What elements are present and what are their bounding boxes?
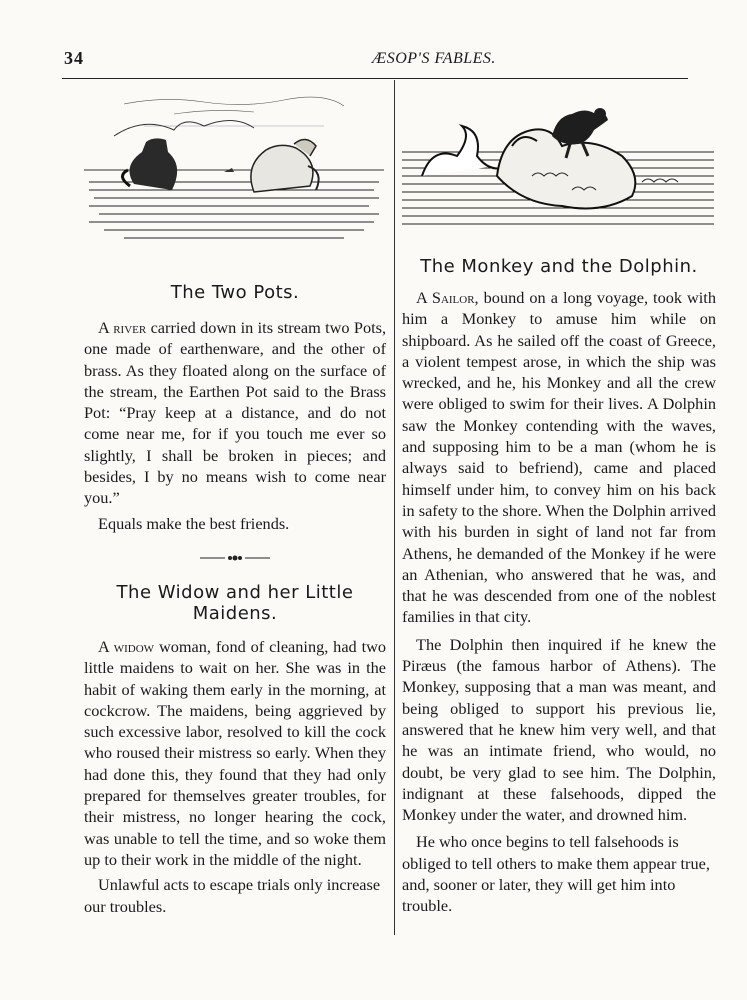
fable-moral: Unlawful acts to escape trials only increase our troubles. (84, 875, 381, 916)
running-head: ÆSOP'S FABLES. (372, 50, 496, 67)
opening-word: A widow (98, 636, 155, 656)
left-column (84, 86, 386, 917)
fable-text: bound on a long voyage, took with him a Monkey to amuse him while on shipboard. As he sailed off the coast of Greece, a violent tempest arose, in which the ship was wrecked, and he, his Monkey and all the crew were obliged to swim for their lives. A Dolphin saw the Monkey contending with the waves, and supposing him to be a man (whom he is always said to befriend), came and placed himself under him, to convey him on his back in safety to the shore. When the Dolphin arrived with his burden in sight of land not far from Athens, he demanded of the Monkey if he were an Athenian, who answered that he was, and that he was descended from one of the noblest families in that city. (402, 288, 716, 627)
section-ornament (200, 552, 270, 564)
fable-text: carried down in its stream two Pots, one made of earthenware, and the other of brass. As they floated along on the surface of the stream, the Earthen Pot said to the Brass Pot: “Pray keep at a distance, and do not come near me, for if you touch me ever so slightly, I shall be broken in pieces; and besides, I by no means wish to come near you.” (84, 318, 387, 508)
fable-body-continued: The Dolphin then inquired if he knew the Piræus (the famous harbor of Athens). The Monkey, supposing that a man was meant, and being obliged to support his previous lie, answered that he knew him very well, and that he was an intimate friend, who would, no doubt, be very glad to see him. The Dolphin, indignant at these falsehoods, dipped the Monkey under the water, and drowned him. (402, 634, 716, 825)
column-divider (394, 80, 395, 935)
fable-title: The Two Pots. (170, 282, 300, 303)
page-header (0, 44, 747, 74)
opening-word: A Sailor, (416, 288, 479, 307)
opening-word: A river (98, 318, 147, 337)
right-column (402, 86, 716, 917)
fable-title: The Widow and her Little Maidens. (116, 581, 354, 624)
header-rule (62, 78, 688, 79)
fable-text: woman, fond of cleaning, had two little maidens to wait on her. She was in the habit of waking them early in the morning, at cockcrow. The maidens, being aggrieved by such excessive labor, resolved to kill the cock who roused their mistress so early. When they had done this, they found that they had only prepared for themselves greater troubles, for their mistress, no longer hearing the cock, was unable to tell the time, and so woke them up to their work in the middle of the night. (84, 636, 387, 869)
monkey-dolphin-illustration (402, 86, 714, 236)
fable-moral: He who once begins to tell falsehoods is obliged to tell others to make them appear true, and, sooner or later, they will get him into trouble. (402, 832, 710, 916)
fable-body (402, 287, 716, 628)
page-number: 34 (64, 48, 84, 68)
two-pots-illustration (84, 86, 384, 246)
fable-body (84, 317, 386, 509)
fable-body (84, 636, 386, 870)
fable-moral: Equals make the best friends. (98, 513, 290, 533)
fable-title: The Monkey and the Dolphin. (420, 256, 698, 277)
